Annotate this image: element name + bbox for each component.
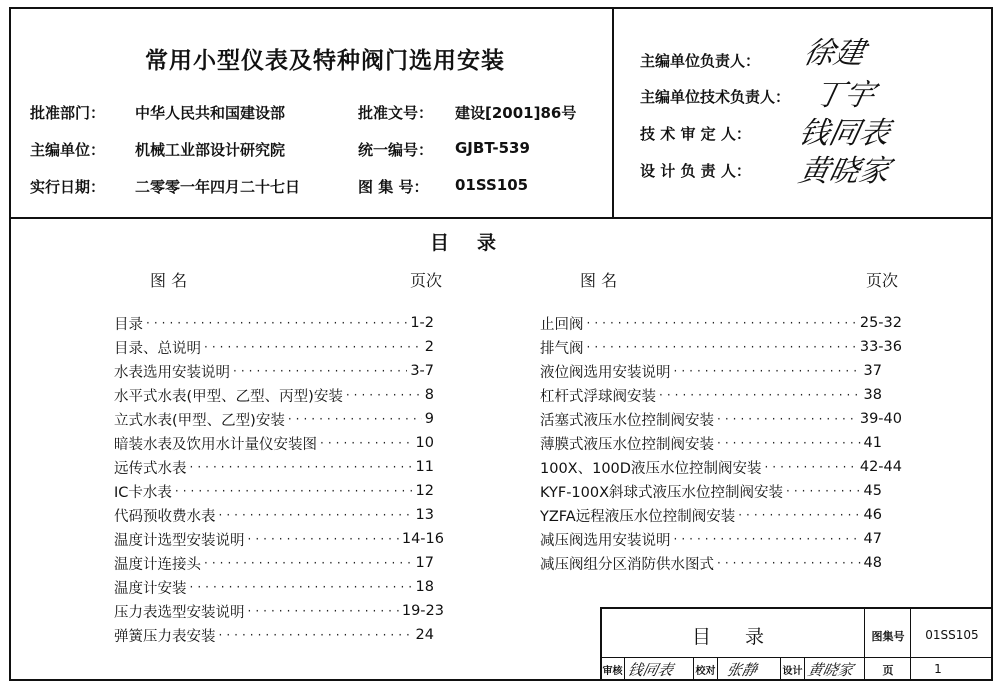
toc-entry: 减压阀选用安装说明 ····· 47 [540, 528, 882, 550]
header-divider [9, 217, 993, 219]
approving-dept-label: 批准部门： [30, 104, 106, 122]
toc-entry: 液位阀选用安装说明 ····· 37 [540, 360, 882, 382]
toc-entry: 水平式水表(甲型、乙型、丙型)安装 ····· 8 [114, 384, 434, 406]
toc-entry: 100X、100D液压水位控制阀安装 ····· 42-44 [540, 456, 902, 478]
toc-entry: 水表选用安装说明 ····· 3-7 [114, 360, 434, 382]
signature-label-tech-lead: 主编单位技术负责人： [640, 88, 791, 106]
title-block-col-divider [864, 607, 865, 681]
toc-entry: 远传式水表 ····· 11 [114, 456, 434, 478]
title-block-row-divider [600, 657, 993, 658]
toc-entry: 减压阀组分区消防供水图式 ····· 48 [540, 552, 882, 574]
approval-doc-value: 建设[2001]86号 [455, 104, 577, 122]
editor-unit-value: 机械工业部设计研究院 [135, 141, 286, 159]
toc-right-name-heading: 图 名 [580, 271, 618, 290]
unified-number-value: GJBT-539 [455, 139, 530, 157]
document-title: 常用小型仪表及特种阀门选用安装 [145, 48, 505, 74]
signature-reviewer: 钱同表 [795, 116, 893, 151]
toc-entry: 目录 ····· 1-2 [114, 312, 434, 334]
toc-entry: 压力表选型安装说明 ····· 19-23 [114, 600, 444, 622]
signature-chief-editor: 徐建 [800, 36, 868, 71]
effective-date-label: 实行日期： [30, 178, 106, 196]
header-column-divider [612, 7, 614, 218]
toc-entry: 代码预收费水表 ····· 13 [114, 504, 434, 526]
toc-entry: 立式水表(甲型、乙型)安装 ····· 9 [114, 408, 434, 430]
title-block-atlas-value: 01SS105 [925, 628, 979, 642]
toc-entry: 薄膜式液压水位控制阀安装 ····· 41 [540, 432, 882, 454]
atlas-number-value: 01SS105 [455, 176, 529, 194]
signature-label-design-lead: 设 计 负 责 人： [640, 162, 751, 180]
title-block-review-label: 审核 [602, 666, 623, 677]
toc-entry: 弹簧压力表安装 ····· 24 [114, 624, 434, 646]
signature-tech-lead: 丁宇 [810, 78, 878, 113]
unified-number-label: 统一编号： [358, 141, 434, 159]
toc-entry: 止回阀 ····· 25-32 [540, 312, 902, 334]
title-block-design-signature: 黄晓家 [805, 661, 855, 679]
toc-entry: 温度计连接头 ····· 17 [114, 552, 434, 574]
title-block-atlas-label: 图集号 [871, 630, 905, 643]
atlas-number-label: 图 集 号： [358, 178, 429, 196]
effective-date-value: 二零零一年四月二十七日 [135, 178, 301, 196]
title-block-col-divider-2 [910, 607, 911, 681]
toc-left-name-heading: 图 名 [150, 271, 188, 290]
toc-entry: 活塞式液压水位控制阀安装 ····· 39-40 [540, 408, 902, 430]
toc-entry: 暗装水表及饮用水计量仪安装图 ····· 10 [114, 432, 434, 454]
toc-entry: 温度计安装 ····· 18 [114, 576, 434, 598]
title-block-drawing-name: 目 录 [691, 626, 779, 648]
title-block-page-value: 1 [934, 662, 942, 676]
toc-entry: IC卡水表 ····· 12 [114, 480, 434, 502]
editor-unit-label: 主编单位： [30, 141, 106, 159]
toc-entry: 目录、总说明 ····· 2 [114, 336, 434, 358]
approval-doc-label: 批准文号： [358, 104, 434, 122]
signature-label-reviewer: 技 术 审 定 人： [640, 125, 751, 143]
toc-entry: KYF-100X斜球式液压水位控制阀安装 ····· 45 [540, 480, 882, 502]
toc-entry: YZFA远程液压水位控制阀安装 ····· 46 [540, 504, 882, 526]
title-block-review-signature: 钱同表 [625, 661, 675, 679]
title-block-check-signature: 张静 [724, 661, 759, 679]
title-block-design-label: 设计 [782, 666, 803, 677]
signature-design-lead: 黄晓家 [795, 154, 893, 189]
signature-label-chief-editor: 主编单位负责人： [640, 52, 761, 70]
toc-title: 目录 [430, 232, 525, 254]
approving-dept-value: 中华人民共和国建设部 [135, 104, 286, 122]
title-block-check-label: 校对 [695, 666, 716, 677]
toc-right-page-heading: 页次 [866, 271, 899, 290]
toc-entry: 排气阀 ····· 33-36 [540, 336, 902, 358]
toc-entry: 温度计选型安装说明 ····· 14-16 [114, 528, 444, 550]
toc-left-page-heading: 页次 [410, 271, 443, 290]
toc-entry: 杠杆式浮球阀安装 ····· 38 [540, 384, 882, 406]
title-block-page-label: 页 [882, 664, 894, 677]
